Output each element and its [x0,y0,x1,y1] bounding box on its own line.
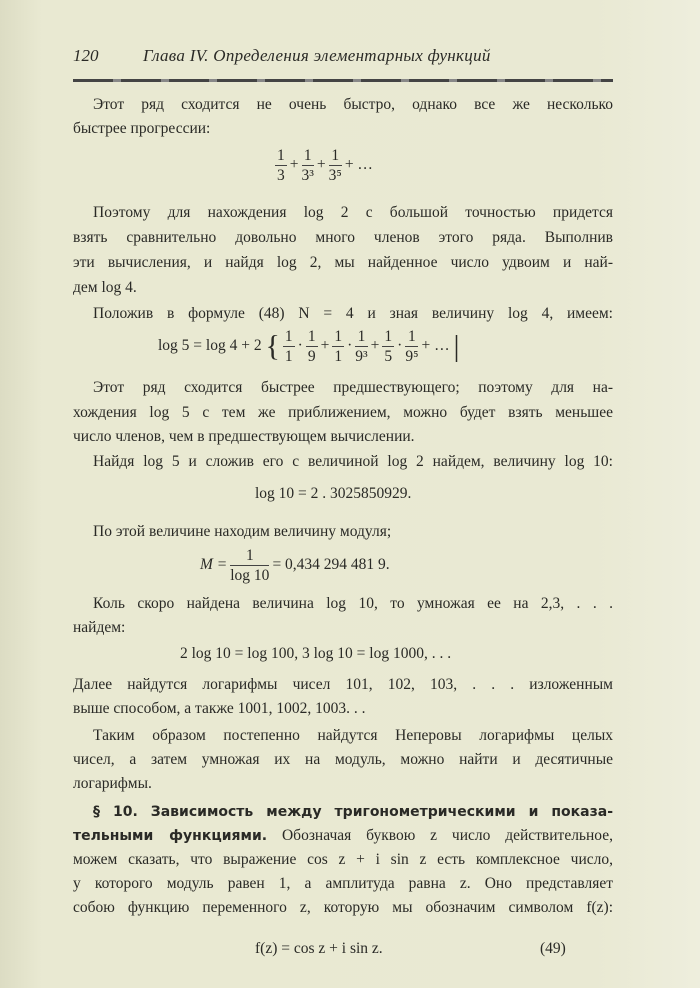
section-heading: § 10. Зависимость между тригонометрическими и показа- [93,804,613,820]
text-line: эти вычисления, и найдя log 2, мы найденное число удвоим и най- [73,254,613,271]
text-span: Обозначая буквою z число действительное, [281,827,613,844]
text-line: Поэтому для нахождения log 2 с большой точностью придется [93,204,613,221]
text-line: Положив в формуле (48) N = 4 и зная величину log 4, имеем: [93,305,613,322]
text-line: Найдя log 5 и сложив его с величиной log 2 найдем, величину log 10: [93,453,613,470]
text-line: выше способом, а также 1001, 1002, 1003. . . [73,700,366,717]
section-heading-cont: тельными функциями. [73,828,268,844]
formula-log5: log 5 = log 4 + 2 { $\frac{1}{1}$ · $\frac{1}{9}$ + $\frac{1}{1}$ · $\frac{1}{\text{9³}}$ + $\frac{1}{5}$ · $\frac{1}{\text{9⁵}}$ + … | [158,328,460,365]
text-line: можем сказать, что выражение cos z + i sin z есть комплексное число, [73,851,613,868]
text-line: логарифмы. [73,775,152,792]
text-line: у которого модуль равен 1, а амплитуда равна z. Оно представляет [73,875,613,892]
text-line: число членов, чем в предшествующем вычислении. [73,428,415,445]
text-line: Далее найдутся логарифмы чисел 101, 102, 103, . . . изложенным [73,676,613,693]
text-line: дем log 4. [73,279,137,296]
text-line: Коль скоро найдена величина log 10, то умножая ее на 2,3, . . . [93,595,613,612]
formula-multiples: 2 log 10 = log 100, 3 log 10 = log 1000, . . . [180,645,452,662]
text-line: найдем: [73,619,126,636]
formula-modulus: M = $\frac{1}{\log 10}$ = 0,434 294 481 9. [200,547,390,584]
text-line: Этот ряд сходится не очень быстро, однако все же несколько [93,96,613,113]
formula-log10: log 10 = 2 . 3025850929. [255,485,412,502]
text-line: Этот ряд сходится быстрее предшествующего; поэтому для на- [93,379,613,396]
header-rule [73,79,613,82]
text-line [73,826,613,846]
text-line: взять сравнительно довольно много членов этого ряда. Выполнив [73,229,613,246]
running-title: Глава IV. Определения элементарных функций [143,46,491,65]
formula-49: f(z) = cos z + i sin z. [255,940,383,957]
text-line: Таким образом постепенно найдутся Неперовы логарифмы целых [93,727,613,744]
text-line: По этой величине находим величину модуля; [93,523,392,540]
text-line: хождения log 5 с тем же приближением, можно будет взять меньшее [73,404,613,421]
text-line: быстрее прогрессии: [73,120,211,137]
text-line: собою функцию переменного z, которую мы обозначим символом f(z): [73,899,613,916]
text-line: чисел, а затем умножая их на модуль, можно найти и десятичные [73,751,613,768]
equation-label: (49) [540,940,566,957]
formula-series-1: $\frac{1}{3}$ + $\frac{1}{\text{3³}}$ + $\frac{1}{\text{3⁵}}$ + … [277,147,373,184]
page-number: 120 [73,46,99,65]
